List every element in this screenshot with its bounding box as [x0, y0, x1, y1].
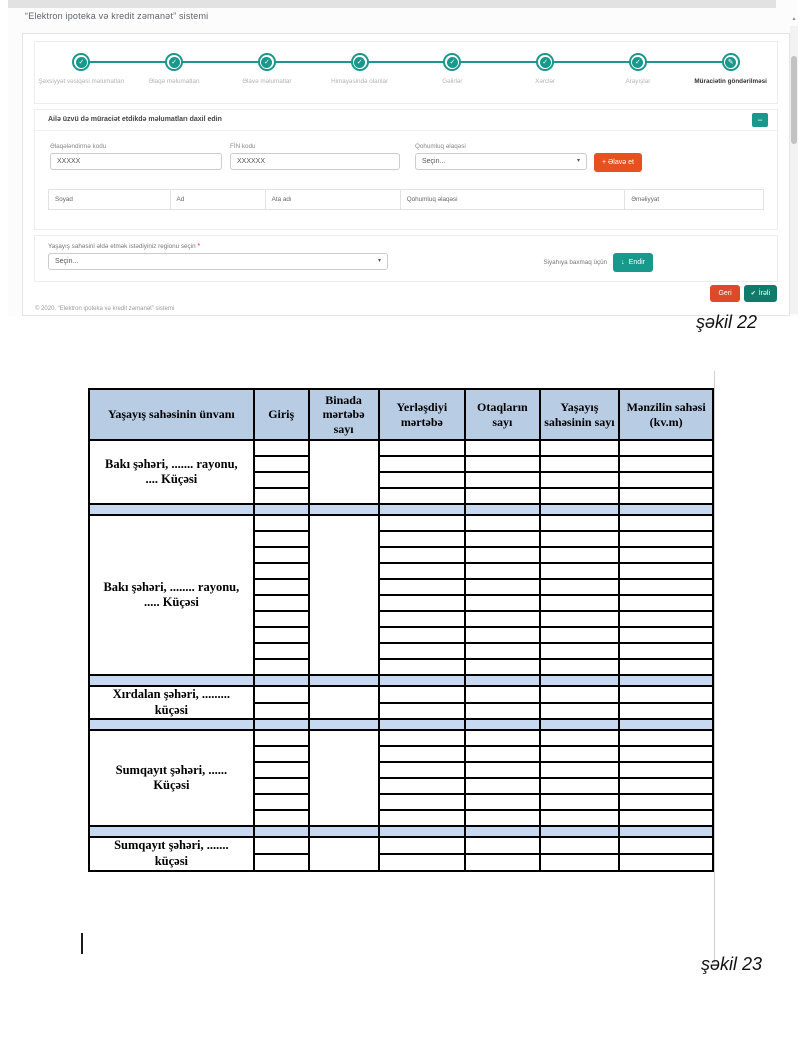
figure-22-caption: şəkil 22	[695, 312, 757, 332]
floor-cell	[379, 643, 466, 659]
living-area-count-cell	[540, 563, 620, 579]
members-column-header: Əməliyyat	[625, 190, 764, 210]
floor-cell	[379, 579, 466, 595]
separator-cell	[89, 675, 254, 686]
separator-cell	[540, 719, 620, 730]
rooms-cell	[465, 531, 539, 547]
region-select[interactable]	[48, 253, 388, 270]
living-area-count-cell	[540, 686, 620, 703]
separator-row	[89, 675, 713, 686]
fin-code-input[interactable]: XXXXXX	[230, 153, 400, 170]
app-main-card	[22, 33, 790, 316]
apartment-area-cell	[619, 456, 713, 472]
housing-header-row	[89, 389, 713, 440]
figure-23-caption: şəkil 23	[700, 954, 762, 974]
stepper-step-label: Əlaqə məlumatları	[148, 78, 200, 85]
living-area-count-cell	[540, 456, 620, 472]
apartment-area-cell	[619, 778, 713, 794]
separator-cell	[89, 826, 254, 837]
floor-cell	[379, 547, 466, 563]
next-button-label: İrəli	[758, 290, 770, 297]
housing-column-header: Yaşayış sahəsinin sayı	[540, 389, 620, 440]
rooms-cell	[465, 794, 539, 810]
apartment-area-cell	[619, 488, 713, 504]
separator-cell	[379, 719, 466, 730]
wizard-footer-buttons	[710, 285, 777, 302]
entrance-cell	[254, 440, 309, 456]
text-cursor	[81, 933, 83, 954]
fin-code-label: FİN kodu	[230, 143, 256, 150]
living-area-count-cell	[540, 515, 620, 531]
region-card	[34, 235, 778, 282]
stepper-step-label: Arayışlar	[625, 78, 651, 85]
step-glyph: ✓	[261, 57, 272, 68]
separator-cell	[254, 504, 309, 515]
step-glyph: ✓	[354, 57, 365, 68]
living-area-count-cell	[540, 547, 620, 563]
entrance-cell	[254, 762, 309, 778]
apartment-area-cell	[619, 730, 713, 746]
stepper-step-done[interactable]	[499, 42, 592, 103]
housing-table	[88, 388, 714, 872]
address-cell: Sumqayıt şəhəri, ...... Küçəsi	[89, 730, 254, 826]
separator-cell	[379, 504, 466, 515]
housing-column-header: Otaqların sayı	[465, 389, 539, 440]
stepper-step-active[interactable]	[684, 42, 777, 103]
apartment-area-cell	[619, 472, 713, 488]
floor-cell	[379, 794, 466, 810]
separator-row	[89, 719, 713, 730]
entrance-cell	[254, 854, 309, 871]
apartment-area-cell	[619, 810, 713, 826]
download-hint: Siyahıya baxmaq üçün	[543, 259, 608, 266]
entrance-cell	[254, 810, 309, 826]
apartment-area-cell	[619, 547, 713, 563]
rooms-cell	[465, 440, 539, 456]
relation-label: Qohumluq əlaqəsi	[415, 143, 466, 150]
stepper-step-done[interactable]	[406, 42, 499, 103]
living-area-count-cell	[540, 837, 620, 854]
separator-cell	[619, 719, 713, 730]
address-cell: Bakı şəhəri, ........ rayonu, ..... Küçəsi	[89, 515, 254, 675]
step-glyph: ✓	[169, 57, 180, 68]
rooms-cell	[465, 515, 539, 531]
apartment-area-cell	[619, 794, 713, 810]
housing-row	[89, 440, 713, 456]
region-select-wrap	[48, 253, 388, 270]
entrance-cell	[254, 746, 309, 762]
stepper-step-done[interactable]	[128, 42, 221, 103]
family-member-card	[34, 109, 778, 230]
check-icon	[443, 53, 461, 71]
separator-cell	[619, 826, 713, 837]
region-select-value: Seçin...	[55, 258, 79, 265]
separator-cell	[619, 675, 713, 686]
rooms-cell	[465, 810, 539, 826]
chevron-down-icon: ▾	[576, 158, 580, 164]
collapse-button[interactable]: −	[752, 113, 768, 127]
rooms-cell	[465, 579, 539, 595]
browser-edge-strip	[8, 0, 776, 8]
entrance-cell	[254, 837, 309, 854]
separator-row	[89, 504, 713, 515]
separator-cell	[540, 826, 620, 837]
step-glyph: ✓	[76, 57, 87, 68]
living-area-count-cell	[540, 627, 620, 643]
stepper-step-label: Əlavə məlumatlar	[242, 78, 292, 85]
entrance-cell	[254, 488, 309, 504]
separator-cell	[309, 675, 379, 686]
separator-cell	[254, 719, 309, 730]
floor-cell	[379, 456, 466, 472]
living-area-count-cell	[540, 794, 620, 810]
members-column-header: Ad	[170, 190, 265, 210]
entrance-cell	[254, 579, 309, 595]
step-glyph: ✓	[540, 57, 551, 68]
stepper-step-label: Himayəsində olanlar	[331, 78, 389, 85]
stepper-step-done[interactable]	[313, 42, 406, 103]
rooms-cell	[465, 730, 539, 746]
check-icon	[536, 53, 554, 71]
region-label: Yaşayış sahəsini əldə etmək istədiyiniz regionu seçin *	[48, 243, 201, 250]
housing-row	[89, 837, 713, 854]
relation-select[interactable]	[415, 153, 587, 170]
check-icon	[629, 53, 647, 71]
housing-column-header: Giriş	[254, 389, 309, 440]
floor-cell	[379, 440, 466, 456]
separator-cell	[540, 675, 620, 686]
separator-cell	[309, 504, 379, 515]
back-button[interactable]: Geri	[710, 285, 739, 302]
separator-cell	[465, 504, 539, 515]
scrollbar-thumb[interactable]	[791, 56, 797, 144]
floor-cell	[379, 659, 466, 675]
rooms-cell	[465, 778, 539, 794]
rooms-cell	[465, 837, 539, 854]
apartment-area-cell	[619, 659, 713, 675]
entrance-cell	[254, 611, 309, 627]
living-area-count-cell	[540, 810, 620, 826]
stepper	[35, 42, 777, 103]
rooms-cell	[465, 854, 539, 871]
rooms-cell	[465, 746, 539, 762]
housing-column-header: Yaşayış sahəsinin ünvanı	[89, 389, 254, 440]
entrance-cell	[254, 595, 309, 611]
stepper-step-label: Xərclər	[535, 78, 556, 85]
floor-cell	[379, 515, 466, 531]
floor-cell	[379, 778, 466, 794]
floor-cell	[379, 686, 466, 703]
download-button-label: Endir	[628, 259, 645, 266]
separator-cell	[309, 826, 379, 837]
separator-cell	[619, 504, 713, 515]
add-member-button[interactable]: + Əlavə et	[594, 153, 642, 172]
rooms-cell	[465, 643, 539, 659]
chevron-down-icon: ▾	[377, 258, 381, 264]
stepper-step-done[interactable]	[221, 42, 314, 103]
relation-field	[415, 143, 587, 170]
stepper-step-done[interactable]	[592, 42, 685, 103]
separator-cell	[465, 826, 539, 837]
floor-cell	[379, 611, 466, 627]
entrance-cell	[254, 456, 309, 472]
check-icon	[351, 53, 369, 71]
rooms-cell	[465, 659, 539, 675]
rooms-cell	[465, 472, 539, 488]
entrance-cell	[254, 547, 309, 563]
stepper-step-label: Şəxsiyyət vəsiqəsi məlumatları	[38, 78, 125, 85]
entrance-cell	[254, 472, 309, 488]
apartment-area-cell	[619, 746, 713, 762]
floor-cell	[379, 563, 466, 579]
separator-cell	[379, 675, 466, 686]
download-icon: ↓	[621, 259, 625, 266]
members-column-header: Ata adı	[265, 190, 400, 210]
housing-column-header: Binada mərtəbə sayı	[309, 389, 379, 440]
separator-cell	[254, 826, 309, 837]
required-asterisk: *	[197, 243, 201, 250]
apartment-area-cell	[619, 643, 713, 659]
living-area-count-cell	[540, 730, 620, 746]
separator-cell	[465, 675, 539, 686]
housing-row	[89, 515, 713, 531]
rooms-cell	[465, 488, 539, 504]
check-icon	[72, 53, 90, 71]
floor-cell	[379, 730, 466, 746]
separator-cell	[89, 719, 254, 730]
rooms-cell	[465, 456, 539, 472]
entrance-cell	[254, 686, 309, 703]
floor-cell	[379, 531, 466, 547]
apartment-area-cell	[619, 611, 713, 627]
floor-cell	[379, 854, 466, 871]
coordination-code-field	[50, 143, 222, 170]
rooms-cell	[465, 611, 539, 627]
building-floors-cell	[309, 730, 379, 826]
entrance-cell	[254, 659, 309, 675]
separator-cell	[465, 719, 539, 730]
family-member-card-header	[35, 110, 777, 131]
step-glyph: ✓	[632, 57, 643, 68]
figure-22-screenshot	[8, 0, 798, 316]
apartment-area-cell	[619, 703, 713, 720]
separator-cell	[540, 504, 620, 515]
figure-23-table-wrap	[88, 388, 714, 872]
building-floors-cell	[309, 686, 379, 719]
family-members-table	[48, 189, 764, 210]
living-area-count-cell	[540, 659, 620, 675]
stepper-step-label: Gəlirlər	[442, 78, 463, 85]
apartment-area-cell	[619, 627, 713, 643]
coordination-code-input[interactable]: XXXXX	[50, 153, 222, 170]
apartment-area-cell	[619, 854, 713, 871]
apartment-area-cell	[619, 579, 713, 595]
entrance-cell	[254, 643, 309, 659]
rooms-cell	[465, 686, 539, 703]
app-title: “Elektron ipoteka və kredit zəmanət” sistemi	[25, 11, 209, 21]
floor-cell	[379, 703, 466, 720]
apartment-area-cell	[619, 686, 713, 703]
apartment-area-cell	[619, 531, 713, 547]
housing-row	[89, 730, 713, 746]
apartment-area-cell	[619, 440, 713, 456]
separator-cell	[379, 826, 466, 837]
separator-cell	[89, 504, 254, 515]
floor-cell	[379, 762, 466, 778]
entrance-cell	[254, 515, 309, 531]
apartment-area-cell	[619, 595, 713, 611]
floor-cell	[379, 837, 466, 854]
download-button[interactable]	[613, 253, 653, 272]
step-glyph: ✓	[447, 57, 458, 68]
floor-cell	[379, 810, 466, 826]
apartment-area-cell	[619, 515, 713, 531]
floor-cell	[379, 472, 466, 488]
address-cell: Sumqayıt şəhəri, ....... küçəsi	[89, 837, 254, 870]
scrollbar-up-arrow-icon[interactable]: ▲	[791, 16, 797, 22]
apartment-area-cell	[619, 762, 713, 778]
rooms-cell	[465, 627, 539, 643]
floor-cell	[379, 746, 466, 762]
next-button[interactable]	[744, 285, 777, 302]
living-area-count-cell	[540, 611, 620, 627]
fin-code-field	[230, 143, 400, 170]
apartment-area-cell	[619, 563, 713, 579]
entrance-cell	[254, 531, 309, 547]
download-row	[543, 253, 653, 272]
living-area-count-cell	[540, 746, 620, 762]
separator-cell	[254, 675, 309, 686]
separator-cell	[309, 719, 379, 730]
living-area-count-cell	[540, 762, 620, 778]
entrance-cell	[254, 778, 309, 794]
entrance-cell	[254, 794, 309, 810]
edit-icon	[722, 53, 740, 71]
building-floors-cell	[309, 440, 379, 504]
page-margin-line	[714, 371, 715, 963]
entrance-cell	[254, 627, 309, 643]
entrance-cell	[254, 730, 309, 746]
scrollbar[interactable]	[790, 16, 798, 314]
living-area-count-cell	[540, 703, 620, 720]
stepper-step-label: Müraciətin göndərilməsi	[694, 78, 767, 85]
living-area-count-cell	[540, 778, 620, 794]
family-members-header-row	[49, 190, 764, 210]
living-area-count-cell	[540, 440, 620, 456]
building-floors-cell	[309, 837, 379, 870]
living-area-count-cell	[540, 488, 620, 504]
rooms-cell	[465, 595, 539, 611]
stepper-card	[34, 41, 778, 104]
living-area-count-cell	[540, 531, 620, 547]
members-column-header: Soyad	[49, 190, 171, 210]
check-icon: ✔	[750, 291, 756, 297]
copyright-text: © 2020. “Elektron ipoteka və kredit zəmanət” sistemi	[35, 306, 175, 312]
members-column-header: Qohumluq əlaqəsi	[400, 190, 625, 210]
rooms-cell	[465, 703, 539, 720]
entrance-cell	[254, 703, 309, 720]
coordination-code-label: Əlaqələndirmə kodu	[50, 143, 107, 150]
address-cell: Xırdalan şəhəri, ......... küçəsi	[89, 686, 254, 719]
living-area-count-cell	[540, 854, 620, 871]
housing-row	[89, 686, 713, 703]
check-icon	[258, 53, 276, 71]
address-cell: Bakı şəhəri, ....... rayonu, .... Küçəsi	[89, 440, 254, 504]
living-area-count-cell	[540, 472, 620, 488]
floor-cell	[379, 595, 466, 611]
rooms-cell	[465, 762, 539, 778]
step-glyph: ✎	[725, 57, 736, 68]
check-icon	[165, 53, 183, 71]
floor-cell	[379, 627, 466, 643]
housing-column-header: Yerləşdiyi mərtəbə	[379, 389, 466, 440]
family-member-card-title: Ailə üzvü də müraciət etdikdə məlumatları daxil edin	[48, 116, 222, 123]
rooms-cell	[465, 563, 539, 579]
stepper-step-done[interactable]	[35, 42, 128, 103]
relation-select-value: Seçin...	[422, 158, 446, 165]
living-area-count-cell	[540, 595, 620, 611]
entrance-cell	[254, 563, 309, 579]
building-floors-cell	[309, 515, 379, 675]
apartment-area-cell	[619, 837, 713, 854]
rooms-cell	[465, 547, 539, 563]
floor-cell	[379, 488, 466, 504]
living-area-count-cell	[540, 579, 620, 595]
housing-column-header: Mənzilin sahəsi (kv.m)	[619, 389, 713, 440]
separator-row	[89, 826, 713, 837]
living-area-count-cell	[540, 643, 620, 659]
